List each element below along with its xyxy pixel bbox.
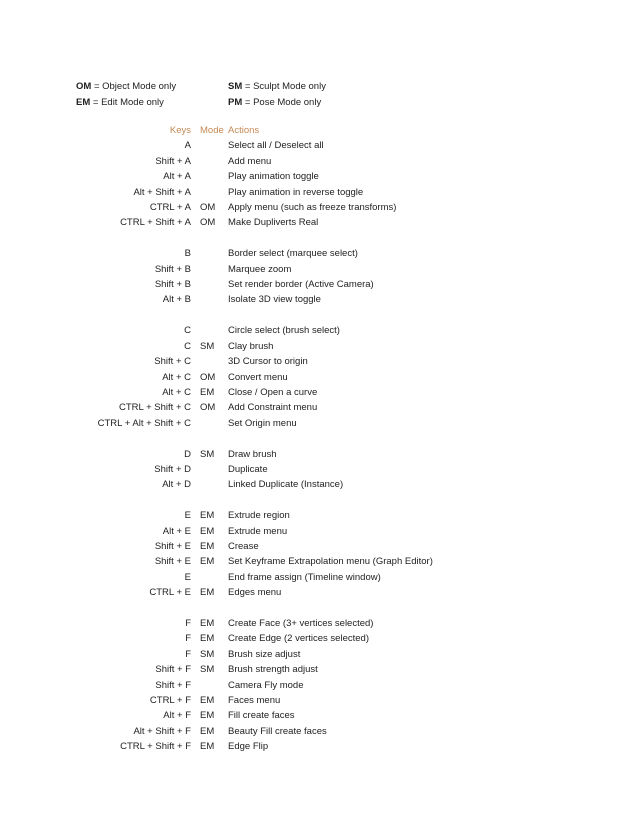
shortcut-action: Duplicate xyxy=(228,463,268,475)
shortcut-action: Create Edge (2 vertices selected) xyxy=(228,633,369,645)
legend-desc: = Sculpt Mode only xyxy=(242,81,326,92)
shortcut-keys: D xyxy=(184,448,191,460)
shortcut-action: End frame assign (Timeline window) xyxy=(228,571,381,583)
shortcut-action: Edge Flip xyxy=(228,741,269,753)
legend-desc: = Edit Mode only xyxy=(90,97,164,108)
legend-code: OM xyxy=(76,81,92,92)
table-row xyxy=(0,385,638,400)
shortcut-action: Linked Duplicate (Instance) xyxy=(228,479,344,491)
table-row xyxy=(0,400,638,415)
legend-item-pose-mode xyxy=(228,95,380,111)
shortcut-keys: Shift + B xyxy=(154,279,191,291)
table-row xyxy=(0,462,638,477)
shortcut-keys: CTRL + A xyxy=(149,202,191,214)
shortcut-mode: SM xyxy=(200,664,215,676)
table-row xyxy=(0,724,638,739)
shortcut-action: Brush strength adjust xyxy=(228,664,318,676)
shortcut-mode: OM xyxy=(200,202,216,214)
table-header-row xyxy=(0,123,638,138)
shortcut-action: Add menu xyxy=(228,155,272,167)
table-row xyxy=(0,693,638,708)
shortcut-keys: Shift + B xyxy=(154,263,191,275)
shortcut-action: Marquee zoom xyxy=(228,263,292,275)
table-row xyxy=(0,138,638,153)
legend-row xyxy=(76,95,496,111)
table-row xyxy=(0,323,638,338)
shortcut-action: Clay brush xyxy=(228,340,274,352)
shortcut-action: Camera Fly mode xyxy=(228,679,304,691)
table-row xyxy=(0,354,638,369)
shortcut-keys: CTRL + Shift + F xyxy=(120,741,191,753)
table-row xyxy=(0,647,638,662)
shortcut-action: 3D Cursor to origin xyxy=(228,356,308,368)
shortcut-mode: EM xyxy=(200,633,215,645)
shortcut-action: Create Face (3+ vertices selected) xyxy=(228,618,374,629)
shortcut-action: Faces menu xyxy=(228,695,281,707)
shortcut-table xyxy=(0,123,638,755)
table-row xyxy=(0,524,638,539)
shortcut-keys: F xyxy=(185,618,191,629)
shortcut-keys: Shift + C xyxy=(154,356,191,368)
shortcut-keys: B xyxy=(184,248,191,260)
legend-row xyxy=(76,79,496,95)
table-row xyxy=(0,246,638,261)
shortcut-mode: EM xyxy=(200,725,215,737)
shortcut-action: Extrude region xyxy=(228,510,290,522)
shortcut-keys: Shift + E xyxy=(154,556,191,568)
table-row xyxy=(0,154,638,169)
shortcut-keys: E xyxy=(184,510,191,522)
shortcut-keys: F xyxy=(185,648,191,660)
legend-item-object-mode xyxy=(76,79,228,95)
shortcut-keys: C xyxy=(184,325,191,337)
shortcut-mode: EM xyxy=(200,710,215,722)
shortcut-action: Crease xyxy=(228,540,259,552)
group-spacer xyxy=(0,431,638,446)
table-row xyxy=(0,570,638,585)
shortcut-keys: Shift + E xyxy=(154,540,191,552)
table-row xyxy=(0,554,638,569)
shortcut-keys: Alt + B xyxy=(162,294,191,306)
legend-item-edit-mode xyxy=(76,95,228,111)
shortcut-action: Close / Open a curve xyxy=(228,386,318,398)
shortcut-action: Play animation in reverse toggle xyxy=(228,186,364,198)
shortcut-mode: SM xyxy=(200,648,215,660)
shortcut-mode: OM xyxy=(200,371,216,383)
shortcut-keys: CTRL + Shift + A xyxy=(120,217,191,229)
table-row xyxy=(0,200,638,215)
table-row xyxy=(0,185,638,200)
table-row xyxy=(0,339,638,354)
shortcut-action: Set Origin menu xyxy=(228,417,297,429)
table-row xyxy=(0,447,638,462)
shortcut-keys: Shift + F xyxy=(155,664,191,676)
shortcut-keys: CTRL + F xyxy=(149,695,191,707)
legend-desc: = Object Mode only xyxy=(91,81,177,92)
table-row xyxy=(0,539,638,554)
table-row xyxy=(0,416,638,431)
legend-code: EM xyxy=(76,97,91,108)
shortcut-mode: EM xyxy=(200,386,215,398)
table-row xyxy=(0,662,638,677)
table-row xyxy=(0,262,638,277)
shortcut-keys: Alt + D xyxy=(162,479,191,491)
legend-code: PM xyxy=(228,97,243,108)
table-row xyxy=(0,477,638,492)
shortcut-keys: A xyxy=(184,140,191,152)
table-row xyxy=(0,678,638,693)
shortcut-keys: Shift + A xyxy=(155,155,191,167)
table-row xyxy=(0,508,638,523)
shortcut-keys: E xyxy=(184,571,191,583)
shortcut-mode: EM xyxy=(200,556,215,568)
shortcut-keys: Shift + F xyxy=(155,679,191,691)
shortcut-action: Play animation toggle xyxy=(228,171,319,183)
shortcut-action: Isolate 3D view toggle xyxy=(228,294,321,306)
shortcut-action: Apply menu (such as freeze transforms) xyxy=(228,202,397,214)
shortcut-keys: C xyxy=(184,340,191,352)
shortcut-keys: Shift + D xyxy=(154,463,191,475)
legend-desc: = Pose Mode only xyxy=(242,97,322,108)
shortcut-mode: EM xyxy=(200,587,215,599)
shortcut-mode: EM xyxy=(200,510,215,522)
group-spacer xyxy=(0,308,638,323)
table-row xyxy=(0,292,638,307)
shortcut-action: Border select (marquee select) xyxy=(228,248,358,260)
group-spacer xyxy=(0,231,638,246)
shortcut-action: Beauty Fill create faces xyxy=(228,725,327,737)
shortcut-keys: Alt + A xyxy=(163,171,191,183)
table-row xyxy=(0,739,638,754)
shortcut-keys: CTRL + Shift + C xyxy=(119,402,191,414)
header-mode: Mode xyxy=(200,125,224,136)
table-row xyxy=(0,215,638,230)
shortcut-action: Brush size adjust xyxy=(228,648,301,660)
shortcut-mode: EM xyxy=(200,741,215,753)
mode-legend xyxy=(76,79,496,111)
group-spacer xyxy=(0,601,638,616)
table-row xyxy=(0,370,638,385)
legend-item-sculpt-mode xyxy=(228,79,380,95)
shortcut-mode: EM xyxy=(200,618,215,629)
shortcut-action: Draw brush xyxy=(228,448,277,460)
shortcut-keys: Alt + F xyxy=(163,710,191,722)
shortcut-mode: EM xyxy=(200,525,215,537)
table-row xyxy=(0,616,638,631)
shortcut-keys: Alt + C xyxy=(162,371,191,383)
table-row xyxy=(0,631,638,646)
legend-code: SM xyxy=(228,81,243,92)
header-actions: Actions xyxy=(228,125,260,136)
group-spacer xyxy=(0,493,638,508)
shortcut-keys: CTRL + E xyxy=(149,587,191,599)
shortcut-action: Edges menu xyxy=(228,587,282,599)
header-keys: Keys xyxy=(169,125,191,136)
shortcut-action: Circle select (brush select) xyxy=(228,325,340,337)
shortcut-action: Make Dupliverts Real xyxy=(228,217,319,229)
table-row xyxy=(0,708,638,723)
table-row xyxy=(0,169,638,184)
shortcut-keys: CTRL + Alt + Shift + C xyxy=(97,417,191,429)
shortcut-action: Set Keyframe Extrapolation menu (Graph Editor) xyxy=(228,556,433,568)
shortcut-action: Extrude menu xyxy=(228,525,288,537)
shortcut-keys: Alt + C xyxy=(162,386,191,398)
shortcut-mode: OM xyxy=(200,217,216,229)
shortcut-action: Set render border (Active Camera) xyxy=(228,279,374,291)
shortcut-keys: F xyxy=(185,633,191,645)
shortcut-mode: EM xyxy=(200,695,215,707)
table-row xyxy=(0,277,638,292)
table-row xyxy=(0,585,638,600)
shortcut-action: Fill create faces xyxy=(228,710,295,722)
shortcut-action: Convert menu xyxy=(228,371,288,383)
shortcut-keys: Alt + E xyxy=(162,525,191,537)
shortcut-mode: EM xyxy=(200,540,215,552)
shortcut-action: Add Constraint menu xyxy=(228,402,318,414)
shortcut-mode: OM xyxy=(200,402,216,414)
shortcut-keys: Alt + Shift + F xyxy=(133,725,191,737)
shortcut-mode: SM xyxy=(200,448,215,460)
shortcut-mode: SM xyxy=(200,340,215,352)
shortcut-action: Select all / Deselect all xyxy=(228,140,324,152)
shortcut-keys: Alt + Shift + A xyxy=(133,186,191,198)
